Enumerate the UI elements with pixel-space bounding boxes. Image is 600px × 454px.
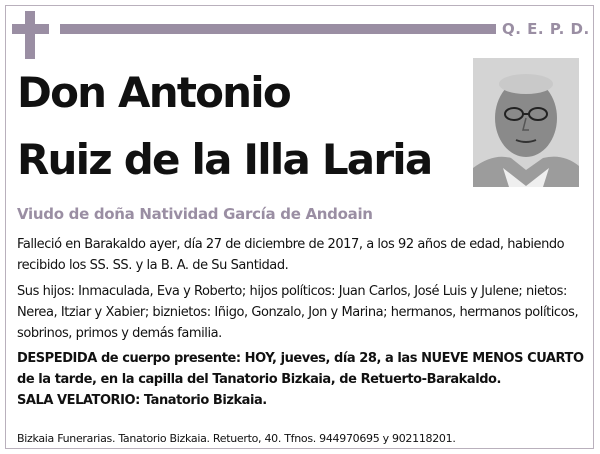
cross-icon-vertical [25, 11, 35, 59]
family-list: Sus hijos: Inmaculada, Eva y Roberto; hijos políticos: Juan Carlos, José Luis y Julene; nietos: Nerea, Itziar y Xabier; biznietos: Iñigo, Gonzalo, Jon y Marina; hermanos, hermanos políticos, sobrinos, primos y demás familia. [17, 284, 579, 341]
deceased-name-line1: Don Antonio [17, 68, 290, 117]
portrait-icon [473, 58, 579, 187]
wake-room: SALA VELATORIO: Tanatorio Bizkaia. [17, 393, 267, 408]
qepd-label: Q. E. P. D. [502, 20, 590, 38]
cross-icon-horizontal [12, 24, 49, 34]
header-rule [60, 24, 496, 34]
death-notice: Falleció en Barakaldo ayer, día 27 de diciembre de 2017, a los 92 años de edad, habiendo recibido los SS. SS. y la B. A. de Su Santidad. [17, 237, 565, 273]
funeral-home-footer: Bizkaia Funerarias. Tanatorio Bizkaia. Retuerto, 40. Tfnos. 944970695 y 902118201. [17, 432, 456, 445]
deceased-photo [473, 58, 579, 187]
widow-subtitle: Viudo de doña Natividad García de Andoain [17, 205, 373, 223]
deceased-name-line2: Ruiz de la Illa Laria [17, 135, 432, 184]
obituary-body [17, 234, 593, 411]
farewell-notice: DESPEDIDA de cuerpo presente: HOY, jueves, día 28, a las NUEVE MENOS CUARTO de la tarde, en la capilla del Tanatorio Bizkaia, de Retuerto-Barakaldo. [17, 351, 584, 387]
